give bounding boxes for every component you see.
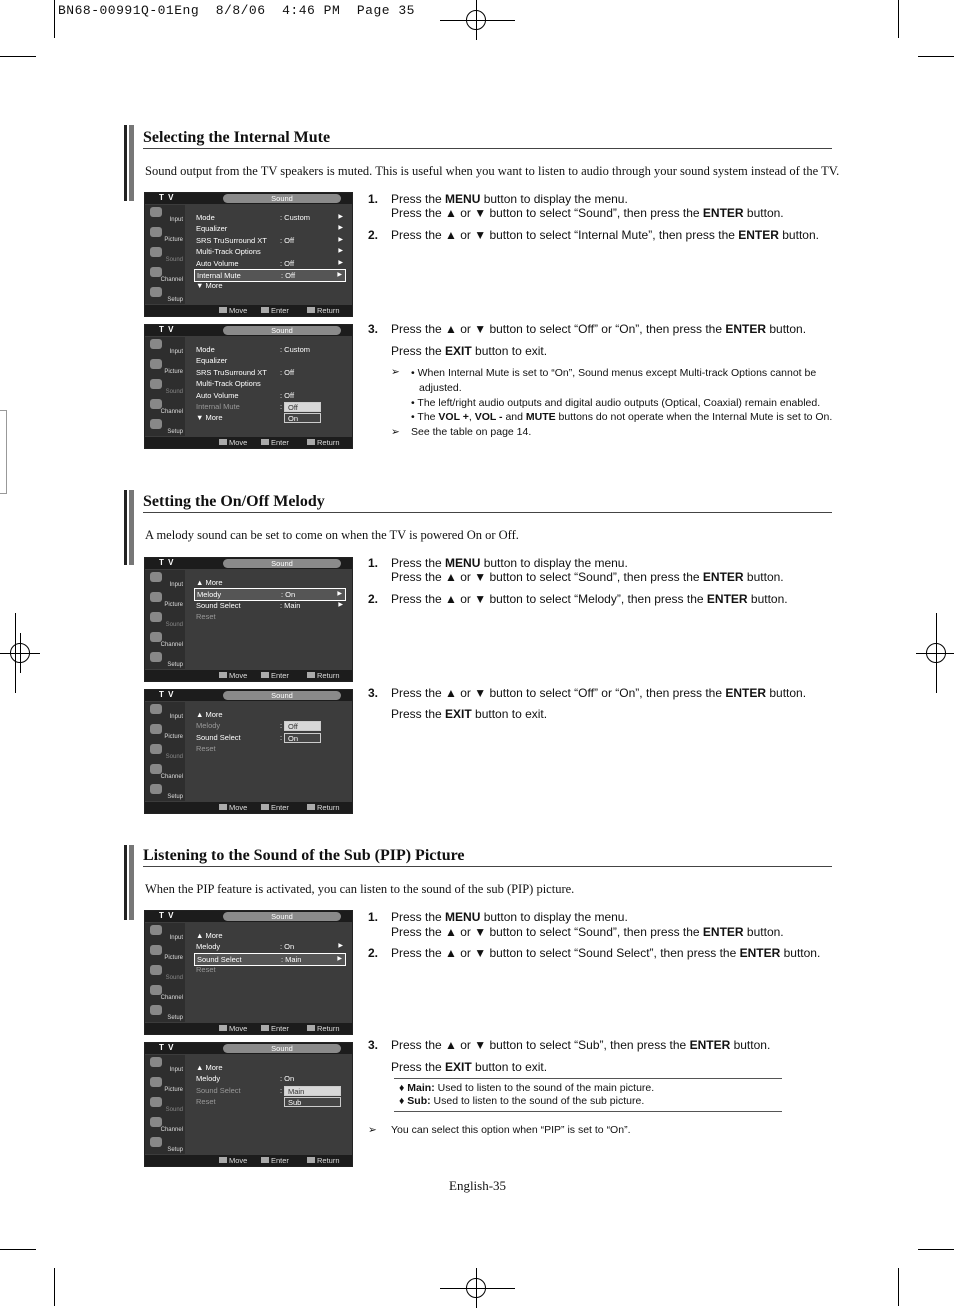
crop-mark bbox=[54, 1268, 55, 1306]
osd-return-hint: Return bbox=[307, 671, 340, 680]
osd-row-label: Sound Select bbox=[196, 732, 241, 742]
osd-row-value: : Main bbox=[281, 954, 302, 964]
osd-option: On bbox=[284, 413, 321, 423]
osd-row-value: : Off bbox=[280, 367, 295, 377]
osd-input-icon bbox=[150, 1057, 162, 1067]
osd-side-label: Input bbox=[169, 714, 183, 720]
page-number: English-35 bbox=[449, 1178, 507, 1193]
osd-setup-icon bbox=[150, 1137, 162, 1147]
osd-menu-row bbox=[194, 401, 346, 412]
section-bar bbox=[124, 845, 134, 920]
osd-side-label: Sound bbox=[165, 975, 183, 981]
osd-move-hint: Move bbox=[219, 306, 247, 315]
move-icon bbox=[219, 1157, 227, 1163]
osd-setup-icon bbox=[150, 287, 162, 297]
osd-side-label: Picture bbox=[164, 734, 183, 740]
note-arrow-icon: ➢ bbox=[391, 366, 400, 378]
return-icon bbox=[307, 439, 315, 445]
note-bullet: adjusted. bbox=[419, 382, 462, 394]
osd-channel-icon bbox=[150, 985, 162, 995]
osd-tab-sound: Sound bbox=[223, 691, 341, 700]
osd-sound-icon bbox=[150, 612, 162, 622]
osd-bottom-bar bbox=[145, 437, 352, 448]
step-line: Press the ▲ or ▼ button to select “Sound”, then press the ENTER button. bbox=[391, 570, 784, 584]
osd-side-label: Picture bbox=[164, 1087, 183, 1093]
osd-side-label: Input bbox=[169, 582, 183, 588]
osd-row-label: Sound Select bbox=[196, 1085, 241, 1095]
osd-tv-label: T V bbox=[159, 1043, 175, 1052]
exit-line: Press the EXIT button to exit. bbox=[391, 707, 548, 721]
section-bar bbox=[124, 490, 134, 565]
osd-side-item bbox=[147, 650, 185, 669]
osd-row-label: Reset bbox=[196, 744, 216, 754]
osd-side-label: Input bbox=[169, 217, 183, 223]
osd-row-label: Mode bbox=[196, 213, 215, 222]
osd-bottom-bar bbox=[145, 305, 352, 316]
crop-mark bbox=[54, 0, 55, 38]
section-rule bbox=[143, 866, 832, 867]
osd-row-label: Melody bbox=[196, 1074, 221, 1084]
osd-side-label: Channel bbox=[160, 774, 183, 780]
osd-tv-label: T V bbox=[159, 911, 175, 920]
osd-row-label: ▲ More bbox=[196, 931, 223, 940]
osd-tab-sound: Sound bbox=[223, 912, 341, 921]
osd-side-item bbox=[147, 630, 185, 649]
osd-channel-icon bbox=[150, 632, 162, 642]
osd-side-label: Setup bbox=[167, 1015, 183, 1021]
osd-row-label: Multi-Track Options bbox=[196, 247, 261, 257]
osd-move-hint: Move bbox=[219, 803, 247, 812]
note-bullet: • The left/right audio outputs and digital audio outputs (Optical, Coaxial) remain enabled. bbox=[411, 397, 821, 409]
section-rule bbox=[143, 148, 832, 149]
osd-side-label: Sound bbox=[165, 622, 183, 628]
osd-row-label: Equalizer bbox=[196, 356, 228, 366]
section-title: Selecting the Internal Mute bbox=[143, 129, 331, 146]
osd-row-value: : Off bbox=[280, 390, 295, 400]
osd-return-hint: Return bbox=[307, 306, 340, 315]
osd-row-value: : On bbox=[280, 942, 295, 952]
osd-tv-label: T V bbox=[159, 325, 175, 334]
osd-option: Off bbox=[284, 721, 321, 731]
move-icon bbox=[219, 804, 227, 810]
osd-side-label: Sound bbox=[165, 389, 183, 395]
osd-enter-hint: Enter bbox=[261, 1024, 289, 1033]
osd-tv-label: T V bbox=[159, 690, 175, 699]
osd-sound-icon bbox=[150, 965, 162, 975]
osd-menu-row bbox=[194, 378, 346, 389]
osd-side-item bbox=[147, 722, 185, 741]
osd-row-label: Internal Mute bbox=[197, 271, 241, 280]
osd-row-label: ▲ More bbox=[196, 1063, 223, 1072]
crop-mark bbox=[0, 1249, 36, 1250]
osd-row-label: Auto Volume bbox=[196, 258, 239, 268]
osd-row-label: Melody bbox=[196, 721, 221, 731]
osd-row-value: : Off bbox=[281, 271, 296, 280]
osd-bottom-bar bbox=[145, 1155, 352, 1166]
registration-mark bbox=[0, 633, 40, 673]
osd-move-hint: Move bbox=[219, 1024, 247, 1033]
osd-row-value: : bbox=[280, 732, 283, 742]
osd-menu-row bbox=[194, 600, 346, 611]
section-intro: Sound output from the TV speakers is muted. This is useful when you want to listen to audio through your sound system instead of the TV. bbox=[145, 164, 840, 178]
osd-side-item bbox=[147, 357, 185, 376]
osd-row-value: : Custom bbox=[280, 345, 311, 354]
osd-channel-icon bbox=[150, 1117, 162, 1127]
osd-side-label: Picture bbox=[164, 237, 183, 243]
osd-move-hint: Move bbox=[219, 438, 247, 447]
osd-row-value: : bbox=[280, 721, 283, 731]
osd-input-icon bbox=[150, 925, 162, 935]
osd-picture-icon bbox=[150, 592, 162, 602]
osd-tab-sound: Sound bbox=[223, 194, 341, 203]
osd-tab-sound: Sound bbox=[223, 1044, 341, 1053]
tv-menu-screenshot bbox=[144, 689, 353, 814]
osd-side-item bbox=[147, 337, 185, 356]
osd-picture-icon bbox=[150, 227, 162, 237]
section-bar bbox=[124, 125, 134, 201]
osd-side-item bbox=[147, 742, 185, 761]
osd-option: Main bbox=[284, 1086, 341, 1096]
osd-setup-icon bbox=[150, 419, 162, 429]
exit-line: Press the EXIT button to exit. bbox=[391, 344, 548, 358]
osd-sound-icon bbox=[150, 744, 162, 754]
osd-side-item bbox=[147, 417, 185, 436]
enter-icon bbox=[261, 307, 269, 313]
osd-side-label: Picture bbox=[164, 955, 183, 961]
crop-mark bbox=[918, 1249, 954, 1250]
osd-side-label: Sound bbox=[165, 257, 183, 263]
osd-channel-icon bbox=[150, 764, 162, 774]
crop-mark bbox=[898, 0, 899, 38]
section-title: Listening to the Sound of the Sub (PIP) Picture bbox=[143, 847, 465, 864]
osd-menu-row bbox=[194, 720, 346, 731]
osd-row-value: : Custom bbox=[280, 213, 311, 222]
osd-menu-row bbox=[194, 1073, 346, 1084]
tv-menu-screenshot bbox=[144, 557, 353, 682]
osd-side-item bbox=[147, 1075, 185, 1094]
definition-box bbox=[394, 1078, 782, 1112]
osd-menu-row bbox=[194, 223, 346, 234]
osd-side-item bbox=[147, 963, 185, 982]
section-rule bbox=[143, 512, 832, 513]
osd-menu-row bbox=[194, 344, 346, 355]
exit-line: Press the EXIT button to exit. bbox=[391, 1060, 548, 1074]
osd-picture-icon bbox=[150, 359, 162, 369]
osd-input-icon bbox=[150, 704, 162, 714]
osd-row-value: : On bbox=[281, 590, 296, 600]
osd-side-item bbox=[147, 590, 185, 609]
osd-row-value: : bbox=[280, 1085, 283, 1095]
enter-icon bbox=[261, 439, 269, 445]
osd-menu-row bbox=[194, 577, 346, 588]
osd-menu-row bbox=[194, 611, 346, 622]
osd-row-label: Auto Volume bbox=[196, 390, 239, 400]
osd-row-arrow: ▶ bbox=[338, 601, 343, 608]
enter-icon bbox=[261, 1025, 269, 1031]
osd-side-label: Channel bbox=[160, 995, 183, 1001]
osd-side-item bbox=[147, 245, 185, 264]
move-icon bbox=[219, 307, 227, 313]
osd-picture-icon bbox=[150, 945, 162, 955]
osd-menu-row bbox=[194, 732, 346, 743]
osd-row-value: : Main bbox=[280, 600, 301, 610]
osd-menu-row bbox=[194, 743, 346, 754]
crop-mark bbox=[15, 613, 16, 693]
osd-row-arrow: ▶ bbox=[338, 248, 343, 255]
crop-mark bbox=[440, 20, 515, 21]
osd-side-item bbox=[147, 1135, 185, 1154]
crop-mark bbox=[440, 1288, 515, 1289]
osd-row-value: : Off bbox=[280, 258, 295, 268]
enter-icon bbox=[261, 804, 269, 810]
osd-side-label: Input bbox=[169, 349, 183, 355]
osd-side-item bbox=[147, 205, 185, 224]
osd-input-icon bbox=[150, 572, 162, 582]
osd-row-label: ▼ More bbox=[196, 281, 223, 291]
osd-menu-row bbox=[194, 212, 346, 223]
osd-side-label: Sound bbox=[165, 754, 183, 760]
enter-icon bbox=[261, 672, 269, 678]
osd-side-label: Channel bbox=[160, 1127, 183, 1133]
osd-move-hint: Move bbox=[219, 671, 247, 680]
side-tab-mark bbox=[0, 410, 7, 494]
note-bullet: • The VOL +, VOL - and MUTE buttons do not operate when the Internal Mute is set to On. bbox=[411, 411, 833, 423]
note-text: You can select this option when “PIP” is set to “On”. bbox=[391, 1124, 631, 1136]
enter-icon bbox=[261, 1157, 269, 1163]
move-icon bbox=[219, 672, 227, 678]
osd-side-item bbox=[147, 285, 185, 304]
osd-menu-row bbox=[194, 258, 346, 269]
osd-input-icon bbox=[150, 339, 162, 349]
osd-menu-row bbox=[194, 280, 346, 291]
osd-row-arrow: ▶ bbox=[338, 259, 343, 266]
osd-menu-row bbox=[194, 941, 346, 952]
osd-option: On bbox=[284, 733, 321, 743]
step-line: Press the ▲ or ▼ button to select “Sound”, then press the ENTER button. bbox=[391, 206, 784, 220]
osd-row-label: Sound Select bbox=[197, 954, 242, 964]
osd-side-item bbox=[147, 570, 185, 589]
osd-row-value: : Off bbox=[280, 235, 295, 245]
osd-bottom-bar bbox=[145, 670, 352, 681]
osd-side-item bbox=[147, 782, 185, 801]
osd-side-item bbox=[147, 225, 185, 244]
tv-menu-screenshot bbox=[144, 324, 353, 449]
osd-return-hint: Return bbox=[307, 803, 340, 812]
print-header: BN68-00991Q-01Eng 8/8/06 4:46 PM Page 35 bbox=[58, 3, 415, 18]
osd-row-arrow: ▶ bbox=[337, 272, 342, 278]
osd-row-label: Reset bbox=[196, 1097, 216, 1107]
return-icon bbox=[307, 804, 315, 810]
osd-side-item bbox=[147, 923, 185, 942]
return-icon bbox=[307, 307, 315, 313]
osd-side-item bbox=[147, 377, 185, 396]
osd-side-label: Setup bbox=[167, 297, 183, 303]
crop-mark bbox=[918, 56, 954, 57]
osd-menu-row bbox=[194, 235, 346, 246]
osd-side-item bbox=[147, 943, 185, 962]
osd-bottom-bar bbox=[145, 1023, 352, 1034]
note-bullet: • When Internal Mute is set to “On”, Sound menus except Multi-track Options cannot be bbox=[411, 367, 817, 379]
osd-side-item bbox=[147, 610, 185, 629]
osd-side-item bbox=[147, 1003, 185, 1022]
osd-side-label: Picture bbox=[164, 602, 183, 608]
osd-row-label: Internal Mute bbox=[196, 402, 240, 411]
osd-row-arrow: ▶ bbox=[337, 955, 342, 962]
tv-menu-screenshot bbox=[144, 1042, 353, 1167]
osd-side-item bbox=[147, 265, 185, 284]
osd-enter-hint: Enter bbox=[261, 306, 289, 315]
osd-input-icon bbox=[150, 207, 162, 217]
osd-menu-row bbox=[194, 367, 346, 378]
osd-row-label: Sound Select bbox=[196, 600, 241, 610]
osd-sound-icon bbox=[150, 247, 162, 257]
osd-side-item bbox=[147, 397, 185, 416]
osd-return-hint: Return bbox=[307, 1024, 340, 1033]
note-text: See the table on page 14. bbox=[411, 426, 532, 438]
osd-row-arrow: ▶ bbox=[338, 236, 343, 243]
osd-tab-sound: Sound bbox=[223, 559, 341, 568]
osd-menu-row bbox=[194, 1062, 346, 1073]
osd-enter-hint: Enter bbox=[261, 803, 289, 812]
osd-row-label: Mode bbox=[196, 345, 215, 354]
section-intro: A melody sound can be set to come on when the TV is powered On or Off. bbox=[145, 528, 519, 542]
osd-channel-icon bbox=[150, 267, 162, 277]
osd-side-label: Input bbox=[169, 935, 183, 941]
osd-side-item bbox=[147, 762, 185, 781]
osd-menu-row bbox=[194, 412, 346, 423]
osd-side-item bbox=[147, 1055, 185, 1074]
osd-side-item bbox=[147, 983, 185, 1002]
osd-side-item bbox=[147, 1115, 185, 1134]
osd-side-label: Sound bbox=[165, 1107, 183, 1113]
osd-enter-hint: Enter bbox=[261, 438, 289, 447]
registration-mark bbox=[916, 633, 954, 673]
osd-menu-row bbox=[194, 246, 346, 257]
osd-menu-row bbox=[194, 709, 346, 720]
osd-row-label: ▼ More bbox=[196, 413, 223, 423]
osd-move-hint: Move bbox=[219, 1156, 247, 1165]
osd-sound-icon bbox=[150, 1097, 162, 1107]
osd-row-arrow: ▶ bbox=[338, 214, 343, 220]
osd-sound-icon bbox=[150, 379, 162, 389]
tv-menu-screenshot bbox=[144, 910, 353, 1035]
osd-menu-row bbox=[194, 930, 346, 941]
osd-bottom-bar bbox=[145, 802, 352, 813]
osd-menu-row bbox=[194, 964, 346, 975]
osd-side-label: Setup bbox=[167, 794, 183, 800]
return-icon bbox=[307, 672, 315, 678]
osd-side-item bbox=[147, 1095, 185, 1114]
osd-row-label: Melody bbox=[197, 590, 222, 600]
return-icon bbox=[307, 1157, 315, 1163]
osd-channel-icon bbox=[150, 399, 162, 409]
osd-row-arrow: ▶ bbox=[337, 591, 342, 598]
osd-return-hint: Return bbox=[307, 438, 340, 447]
osd-option: Off bbox=[284, 402, 321, 412]
osd-side-label: Channel bbox=[160, 277, 183, 283]
osd-picture-icon bbox=[150, 724, 162, 734]
definition-sub: ♦ Sub: Used to listen to the sound of the sub picture. bbox=[399, 1095, 645, 1107]
crop-mark bbox=[898, 1268, 899, 1306]
tv-menu-screenshot bbox=[144, 192, 353, 317]
osd-side-label: Setup bbox=[167, 662, 183, 668]
osd-side-label: Input bbox=[169, 1067, 183, 1073]
osd-row-value: : bbox=[280, 402, 283, 411]
section-title: Setting the On/Off Melody bbox=[143, 493, 325, 510]
osd-enter-hint: Enter bbox=[261, 671, 289, 680]
move-icon bbox=[219, 1025, 227, 1031]
osd-row-label: ▲ More bbox=[196, 710, 223, 719]
osd-setup-icon bbox=[150, 652, 162, 662]
osd-side-label: Channel bbox=[160, 409, 183, 415]
osd-row-label: Melody bbox=[196, 942, 221, 952]
step-line: Press the ▲ or ▼ button to select “Sound”, then press the ENTER button. bbox=[391, 925, 784, 939]
osd-picture-icon bbox=[150, 1077, 162, 1087]
osd-side-label: Channel bbox=[160, 642, 183, 648]
return-icon bbox=[307, 1025, 315, 1031]
osd-row-label: SRS TruSurround XT bbox=[196, 235, 267, 245]
osd-row-arrow: ▶ bbox=[338, 225, 343, 232]
osd-row-label: ▲ More bbox=[196, 578, 223, 587]
osd-menu-row bbox=[194, 355, 346, 366]
osd-side-item bbox=[147, 702, 185, 721]
definition-main: ♦ Main: Used to listen to the sound of the main picture. bbox=[399, 1082, 655, 1094]
note-arrow-icon: ➢ bbox=[368, 1124, 377, 1136]
osd-tv-label: T V bbox=[159, 558, 175, 567]
osd-row-value: : On bbox=[280, 1074, 295, 1084]
osd-setup-icon bbox=[150, 784, 162, 794]
note-arrow-icon: ➢ bbox=[391, 426, 400, 438]
crop-mark bbox=[0, 56, 36, 57]
osd-setup-icon bbox=[150, 1005, 162, 1015]
move-icon bbox=[219, 439, 227, 445]
osd-row-label: SRS TruSurround XT bbox=[196, 367, 267, 377]
osd-side-label: Picture bbox=[164, 369, 183, 375]
osd-return-hint: Return bbox=[307, 1156, 340, 1165]
osd-row-label: Reset bbox=[196, 612, 216, 622]
osd-option: Sub bbox=[284, 1097, 341, 1107]
section-intro: When the PIP feature is activated, you can listen to the sound of the sub (PIP) picture. bbox=[145, 882, 575, 896]
crop-mark bbox=[936, 613, 937, 693]
osd-enter-hint: Enter bbox=[261, 1156, 289, 1165]
osd-row-label: Multi-Track Options bbox=[196, 379, 261, 389]
osd-side-label: Setup bbox=[167, 429, 183, 435]
osd-side-label: Setup bbox=[167, 1147, 183, 1153]
osd-menu-row bbox=[194, 390, 346, 401]
osd-tv-label: T V bbox=[159, 193, 175, 202]
osd-row-arrow: ▶ bbox=[338, 943, 343, 950]
osd-tab-sound: Sound bbox=[223, 326, 341, 335]
osd-row-label: Equalizer bbox=[196, 224, 228, 234]
osd-row-label: Reset bbox=[196, 965, 216, 975]
